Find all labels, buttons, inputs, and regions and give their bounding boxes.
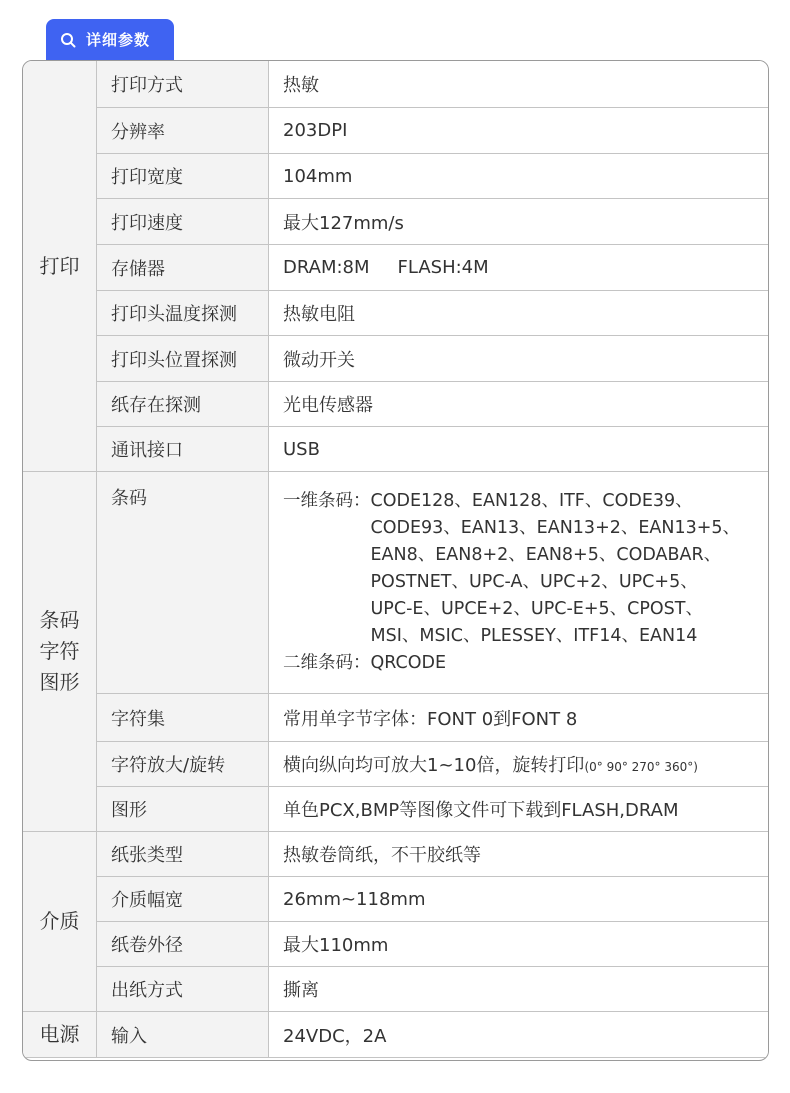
row-label: 介质幅宽 xyxy=(97,877,269,922)
category-line: 条码 xyxy=(39,608,80,632)
spec-tab-badge[interactable] xyxy=(46,19,174,60)
table-row xyxy=(23,922,770,967)
two-d-barcodes xyxy=(283,650,769,677)
row-label: 出纸方式 xyxy=(97,967,269,1012)
barcode-line: POSTNET、UPC-A、UPC+2、UPC+5、 xyxy=(370,572,698,592)
row-value: 热敏卷筒纸，不干胶纸等 xyxy=(269,832,770,877)
row-value: 203DPI xyxy=(269,108,770,154)
spec-title: 详细参数 xyxy=(86,31,151,49)
category-line: 字符 xyxy=(39,639,80,663)
table-row xyxy=(23,694,770,742)
table-row xyxy=(23,382,770,427)
row-label: 纸存在探测 xyxy=(97,382,269,427)
row-label: 分辨率 xyxy=(97,108,269,154)
row-label: 字符放大/旋转 xyxy=(97,742,269,787)
row-value: 热敏 xyxy=(269,61,770,108)
row-value: 104mm xyxy=(269,154,770,199)
category-barcode xyxy=(23,472,97,832)
row-value xyxy=(269,245,770,291)
table-row xyxy=(23,472,770,694)
two-d-key: 二维条码： xyxy=(283,653,371,673)
row-label: 条码 xyxy=(97,472,269,694)
memory-flash: FLASH:4M xyxy=(397,257,489,278)
table-row xyxy=(23,336,770,382)
two-d-value: QRCODE xyxy=(370,653,447,673)
one-d-barcodes xyxy=(283,488,769,650)
table-row xyxy=(23,61,770,108)
table-row xyxy=(23,199,770,245)
row-value: 热敏电阻 xyxy=(269,291,770,336)
barcode-line: UPC-E、UPCE+2、UPC-E+5、CPOST、 xyxy=(370,599,703,619)
row-value: 微动开关 xyxy=(269,336,770,382)
memory-dram: DRAM:8M xyxy=(283,257,370,278)
spec-table xyxy=(22,60,769,1061)
rotate-value: 横向纵向均可放大1~10倍，旋转打印 xyxy=(283,755,585,776)
row-label: 通讯接口 xyxy=(97,427,269,472)
row-label: 打印速度 xyxy=(97,199,269,245)
category-power: 电源 xyxy=(23,1012,97,1058)
category-line: 图形 xyxy=(39,670,80,694)
table-row xyxy=(23,742,770,787)
rotate-angles: (0° 90° 270° 360°) xyxy=(584,760,698,774)
row-value: 最大127mm/s xyxy=(269,199,770,245)
row-label: 字符集 xyxy=(97,694,269,742)
row-value xyxy=(269,742,770,787)
row-label: 打印方式 xyxy=(97,61,269,108)
row-label: 打印宽度 xyxy=(97,154,269,199)
table-row xyxy=(23,291,770,336)
row-label: 存储器 xyxy=(97,245,269,291)
table-row xyxy=(23,1012,770,1058)
row-label: 图形 xyxy=(97,787,269,832)
row-value: 24VDC，2A xyxy=(269,1012,770,1058)
table-row xyxy=(23,154,770,199)
table-row xyxy=(23,787,770,832)
row-value: 光电传感器 xyxy=(269,382,770,427)
row-value: 撕离 xyxy=(269,967,770,1012)
barcode-line: CODE128、EAN128、ITF、CODE39、 xyxy=(370,491,693,511)
table-row xyxy=(23,832,770,877)
row-value: 常用单字节字体：FONT 0到FONT 8 xyxy=(269,694,770,742)
barcode-line: EAN8、EAN8+2、EAN8+5、CODABAR、 xyxy=(370,545,722,565)
category-media: 介质 xyxy=(23,832,97,1012)
row-label: 输入 xyxy=(97,1012,269,1058)
table-row xyxy=(23,108,770,154)
table-row xyxy=(23,245,770,291)
row-label: 纸张类型 xyxy=(97,832,269,877)
barcode-line: MSI、MSIC、PLESSEY、ITF14、EAN14 xyxy=(370,626,698,646)
search-icon xyxy=(60,32,76,48)
row-value: 26mm~118mm xyxy=(269,877,770,922)
one-d-key: 一维条码： xyxy=(283,491,371,511)
barcode-line: CODE93、EAN13、EAN13+2、EAN13+5、 xyxy=(370,518,741,538)
table-row xyxy=(23,877,770,922)
row-label: 打印头温度探测 xyxy=(97,291,269,336)
barcode-list xyxy=(269,472,770,694)
row-value: USB xyxy=(269,427,770,472)
category-print: 打印 xyxy=(23,61,97,472)
row-label: 打印头位置探测 xyxy=(97,336,269,382)
row-value: 最大110mm xyxy=(269,922,770,967)
table-row xyxy=(23,427,770,472)
row-value: 单色PCX,BMP等图像文件可下载到FLASH,DRAM xyxy=(269,787,770,832)
table-row xyxy=(23,967,770,1012)
row-label: 纸卷外径 xyxy=(97,922,269,967)
